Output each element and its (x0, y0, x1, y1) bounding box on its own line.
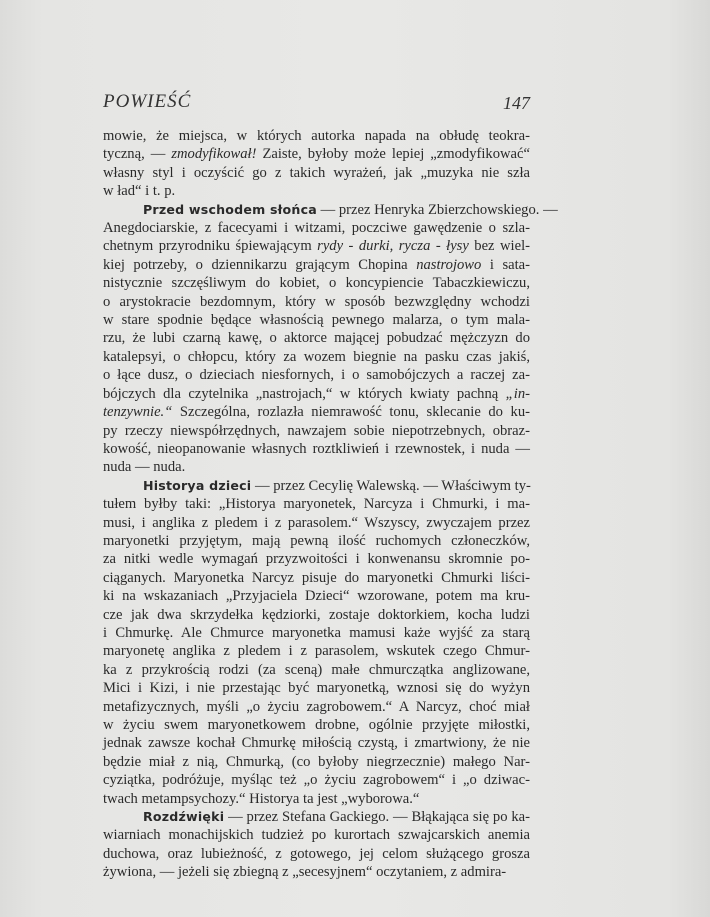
paragraph (103, 201, 558, 477)
text-run: kowość, nieopanowanie własnych roztkliwień i rzewnostek, i nuda — (103, 440, 530, 457)
text-line (103, 826, 530, 844)
text-line (103, 293, 530, 311)
text-line (103, 329, 530, 347)
page-number: 147 (503, 93, 530, 113)
text-line (103, 237, 530, 255)
text-run: — przez Stefana Gackiego. — Błąkająca się po ka- (224, 809, 530, 826)
italic-run: zmodyfikował! (171, 146, 257, 163)
text-run: py rzeczy niewspółrzędnych, nawzajem sobie niepotrzebnych, obraz- (103, 422, 530, 439)
review-title: Rozdźwięki (143, 809, 225, 825)
text-run: cyziątka, podróżuje, myśląc też „o życiu zagrobowem“ i „o dziwac- (103, 772, 530, 789)
text-run: katalepsyi, o chłopcu, który za wozem biegnie na pasku czas jakiś, (103, 348, 530, 365)
text-run: nistycznie szczęśliwym do kobiet, o koncypiencie Tabaczkiewiczu, (103, 275, 530, 292)
text-run: jednak zawsze kochał Chmurkę miłością czystą, i zmartwiony, że nie (103, 735, 530, 752)
text-run: ciąganych. Maryonetka Narcyz pisuje do maryonetki Chmurki liści- (103, 569, 530, 586)
text-run: tyczną, — (103, 146, 172, 163)
text-line (103, 845, 530, 863)
text-line (103, 201, 558, 219)
text-line (103, 679, 530, 697)
text-line (103, 790, 530, 808)
text-run: w stare spodnie będące własnością pewnego malarza, o tym mala- (103, 312, 530, 329)
italic-run: „in- (505, 385, 530, 402)
text-run: cze jak dwa skrzydełka kędziorki, zostaje doktorkiem, kocha ludzi (103, 606, 530, 623)
text-run: rzu, że lubi czarną kawę, o aktorce mającej pobudzać mężczyzn do (103, 330, 530, 347)
text-run: bójczych dla czytelnika „nastrojach,“ w których kwiaty pachną (103, 385, 506, 402)
review-title: Historya dzieci (143, 477, 252, 493)
text-run: musi, i anglika z pledem i z parasolem.“ Wszyscy, zwyczajem przez (103, 514, 530, 531)
text-run: Mici i Kizi, i nie przestając być maryonetką, wznosi się do wyżyn (103, 680, 530, 697)
text-run: w życiu swem maryonetkowem drobne, ogólnie przyjęte miłostki, (103, 717, 530, 733)
text-line (103, 532, 530, 550)
text-line (103, 440, 530, 458)
text-run: i Chmurkę. Ale Chmurce maryonetka mamusi każe wyjść za starą (103, 624, 530, 641)
text-run: o arystokracie bezdomnym, który w sposób bezwzględny wchodzi (103, 293, 530, 310)
text-run: własny styl i oczyścić go z takich wyrażeń, jak „muzyka nie szła (103, 164, 530, 181)
text-line (103, 348, 530, 366)
text-run: w ład“ i t. p. (103, 183, 176, 200)
text-run: bez wiel- (468, 238, 530, 255)
body-text (103, 127, 558, 882)
text-line (103, 771, 530, 789)
text-line (103, 753, 530, 771)
paragraph (103, 808, 530, 882)
text-line (103, 550, 530, 568)
paragraph (103, 477, 530, 808)
text-line (103, 219, 530, 237)
text-run: Zaiste, byłoby może lepiej „zmodyfikować“ (256, 146, 530, 163)
text-line (103, 145, 530, 163)
text-run: chetnym przyrodniku śpiewającym (103, 238, 318, 255)
text-line (103, 716, 530, 734)
running-head-title: POWIEŚĆ (103, 91, 192, 112)
text-line (103, 808, 530, 826)
text-run: — przez Cecylię Walewską. — Właściwym ty- (251, 477, 531, 494)
text-run: mowie, że miejsca, w których autorka napada na obłudę teokra- (103, 128, 530, 144)
text-line (103, 127, 530, 145)
text-run: Anegdociarskie, z facecyami i witzami, poczciwe gawędzenie o szla- (103, 220, 530, 237)
text-line (103, 863, 530, 881)
text-line (103, 477, 530, 495)
text-run: nuda — nuda. (103, 459, 186, 476)
running-head (103, 91, 530, 115)
paragraph (103, 127, 530, 201)
text-run: tułem byłby taki: „Historya maryonetek, Narcyza i Chmurki, i ma- (103, 496, 530, 513)
text-line (103, 366, 530, 384)
text-line (103, 642, 530, 660)
text-line (103, 606, 530, 624)
text-line (103, 495, 530, 513)
italic-run: rydy - durki, rycza - łysy (317, 238, 469, 255)
text-run: żywiona, — jeżeli się zbiegną z „secesyjnem“ oczytaniem, z admira- (103, 864, 507, 881)
italic-run: nastrojowo (416, 256, 482, 273)
review-title: Przed wschodem słońca (143, 201, 317, 217)
text-line (103, 661, 530, 679)
text-run: metafizycznych, myśli „o życiu zagrobowem.“ A Narcyz, choć miał (103, 698, 530, 715)
text-run: wiarniach monachijskich tudzież po kurortach szwajcarskich anemia (103, 827, 530, 844)
text-run: twach metampsychozy.“ Historya ta jest „wyborowa.“ (103, 790, 420, 807)
text-run: maryonetki przyjętym, mają pewną ilość ruchomych członeczków, (103, 532, 530, 549)
text-run: za nitki wedle wymagań przyzwoitości i konwenansu skromnie po- (103, 551, 530, 568)
text-line (103, 569, 530, 587)
text-run: ki na wskazaniach „Przyjaciela Dzieci“ wzorowane, potem ma kru- (103, 588, 530, 605)
italic-run: tenzywnie.“ (103, 404, 173, 421)
text-line (103, 274, 530, 292)
text-run: Szczególna, rozlazła niemrawość tonu, sklecanie do ku- (172, 404, 530, 421)
text-line (103, 514, 530, 532)
text-run: o łące dusz, o dzieciach niesfornych, i o samobójczych a raczej za- (103, 367, 530, 384)
text-line (103, 385, 530, 403)
text-line (103, 422, 530, 440)
text-line (103, 698, 530, 716)
text-run: kiej potrzeby, o dziennikarzu grającym Chopina (103, 256, 417, 273)
text-line (103, 403, 530, 421)
text-line (103, 734, 530, 752)
text-run: maryonetę anglika z pledem i z parasolem, wskutek czego Chmur- (103, 643, 530, 660)
text-line (103, 182, 530, 200)
text-line (103, 458, 530, 476)
text-run: duchowa, oraz lubieżność, z gotowego, jej celom służącego grosza (103, 845, 530, 862)
text-line (103, 164, 530, 182)
text-run: ka z przykrością rodzi (za sceną) małe chmurczątka anglizowane, (103, 661, 530, 678)
text-line (103, 256, 530, 274)
text-line (103, 624, 530, 642)
text-run: — przez Henryka Zbierzchowskiego. — (316, 201, 558, 218)
text-run: będzie miał z nią, Chmurką, (co byłoby niegrzecznie) małego Nar- (103, 753, 530, 770)
text-line (103, 587, 530, 605)
text-line (103, 311, 530, 329)
text-run: i sata- (481, 256, 530, 273)
